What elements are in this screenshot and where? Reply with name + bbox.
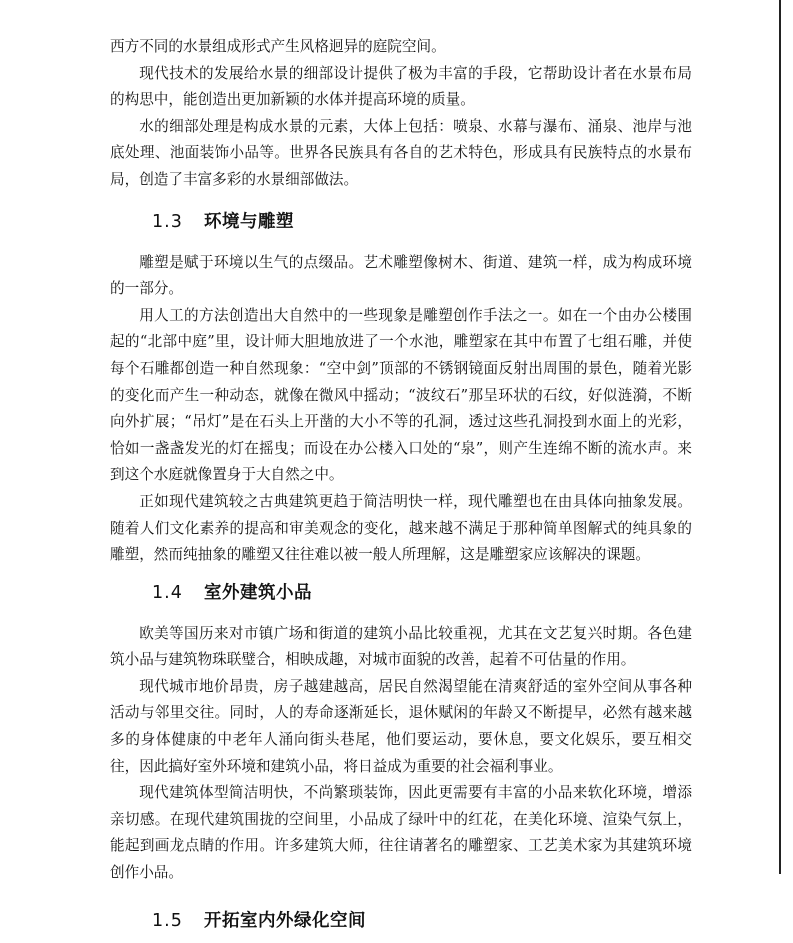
section-title: 环境与雕塑: [204, 211, 294, 232]
paragraph: 用人工的方法创造出大自然中的一些现象是雕塑创作手法之一。如在一个由办公楼围起的“北部中庭”里，设计师大胆地放进了一个水池，雕塑家在其中布置了七组石雕，并使每个石雕都创造一种自然现象：“空中剑”顶部的不锈钢镜面反射出周围的景色，随着光影的变化而产生一种动态，就像在微风中摇动；“波纹石”那呈环状的石纹，好似涟漪，不断向外扩展；“吊灯”是在石头上开凿的大小不等的孔洞，透过这些孔洞投到水面上的光彩，恰如一盏盏发光的灯在摇曳；而设在办公楼入口处的“泉”，则产生连绵不断的流水声。来到这个水庭就像置身于大自然之中。: [110, 306, 692, 484]
section-title: 室外建筑小品: [204, 582, 312, 603]
section-number: 1.3: [152, 211, 183, 232]
section-heading-1-5: [110, 899, 692, 943]
paragraph: 欧美等国历来对市镇广场和街道的建筑小品比较重视，尤其在文艺复兴时期。各色建筑小品与建筑物珠联璧合，相映成趣，对城市面貌的改善，起着不可估量的作用。: [110, 624, 692, 669]
paragraph: 水的细部处理是构成水景的元素，大体上包括：喷泉、水幕与瀑布、涌泉、池岸与池底处理、池面装饰小品等。世界各民族具有各自的艺术特色，形成具有民族特点的水景布局，创造了丰富多彩的水景细部做法。: [110, 117, 692, 188]
section-number: 1.4: [152, 582, 183, 603]
paragraph: 现代技术的发展给水景的细部设计提供了极为丰富的手段，它帮助设计者在水景布局的构思中，能创造出更加新颖的水体并提高环境的质量。: [110, 64, 692, 109]
section-heading-1-3: [110, 194, 692, 250]
page-edge-rule: [779, 0, 781, 874]
paragraph: 西方不同的水景组成形式产生风格迥异的庭院空间。: [110, 38, 446, 55]
paragraph: 现代建筑体型简洁明快，不尚繁琐装饰，因此更需要有丰富的小品来软化环境，增添亲切感。在现代建筑围拢的空间里，小品成了绿叶中的红花，在美化环境、渲染气氛上，能起到画龙点睛的作用。许多建筑大师，往往请著名的雕塑家、工艺美术家为其建筑环境创作小品。: [110, 784, 692, 882]
paragraph: 现代城市地价昂贵，房子越建越高，居民自然渴望能在清爽舒适的室外空间从事各种活动与邻里交往。同时，人的寿命逐渐延长，退休赋闲的年龄又不断提早，必然有越来越多的身体健康的中老年人涌向街头巷尾，他们要运动，要休息，要文化娱乐，要互相交往，因此搞好室外环境和建筑小品，将日益成为重要的社会福利事业。: [110, 677, 692, 775]
paragraph: 雕塑是赋于环境以生气的点缀品。艺术雕塑像树木、街道、建筑一样，成为构成环境的一部分。: [110, 253, 692, 298]
page-content: [110, 34, 692, 943]
paragraph: 正如现代建筑较之古典建筑更趋于简洁明快一样，现代雕塑也在由具体向抽象发展。随着人们文化素养的提高和审美观念的变化，越来越不满足于那种简单图解式的纯具象的雕塑，然而纯抽象的雕塑又往往难以被一般人所理解，这是雕塑家应该解决的课题。: [110, 492, 692, 564]
section-number: 1.5: [152, 910, 183, 931]
section-title: 开拓室内外绿化空间: [204, 910, 366, 931]
section-heading-1-4: [110, 569, 692, 621]
